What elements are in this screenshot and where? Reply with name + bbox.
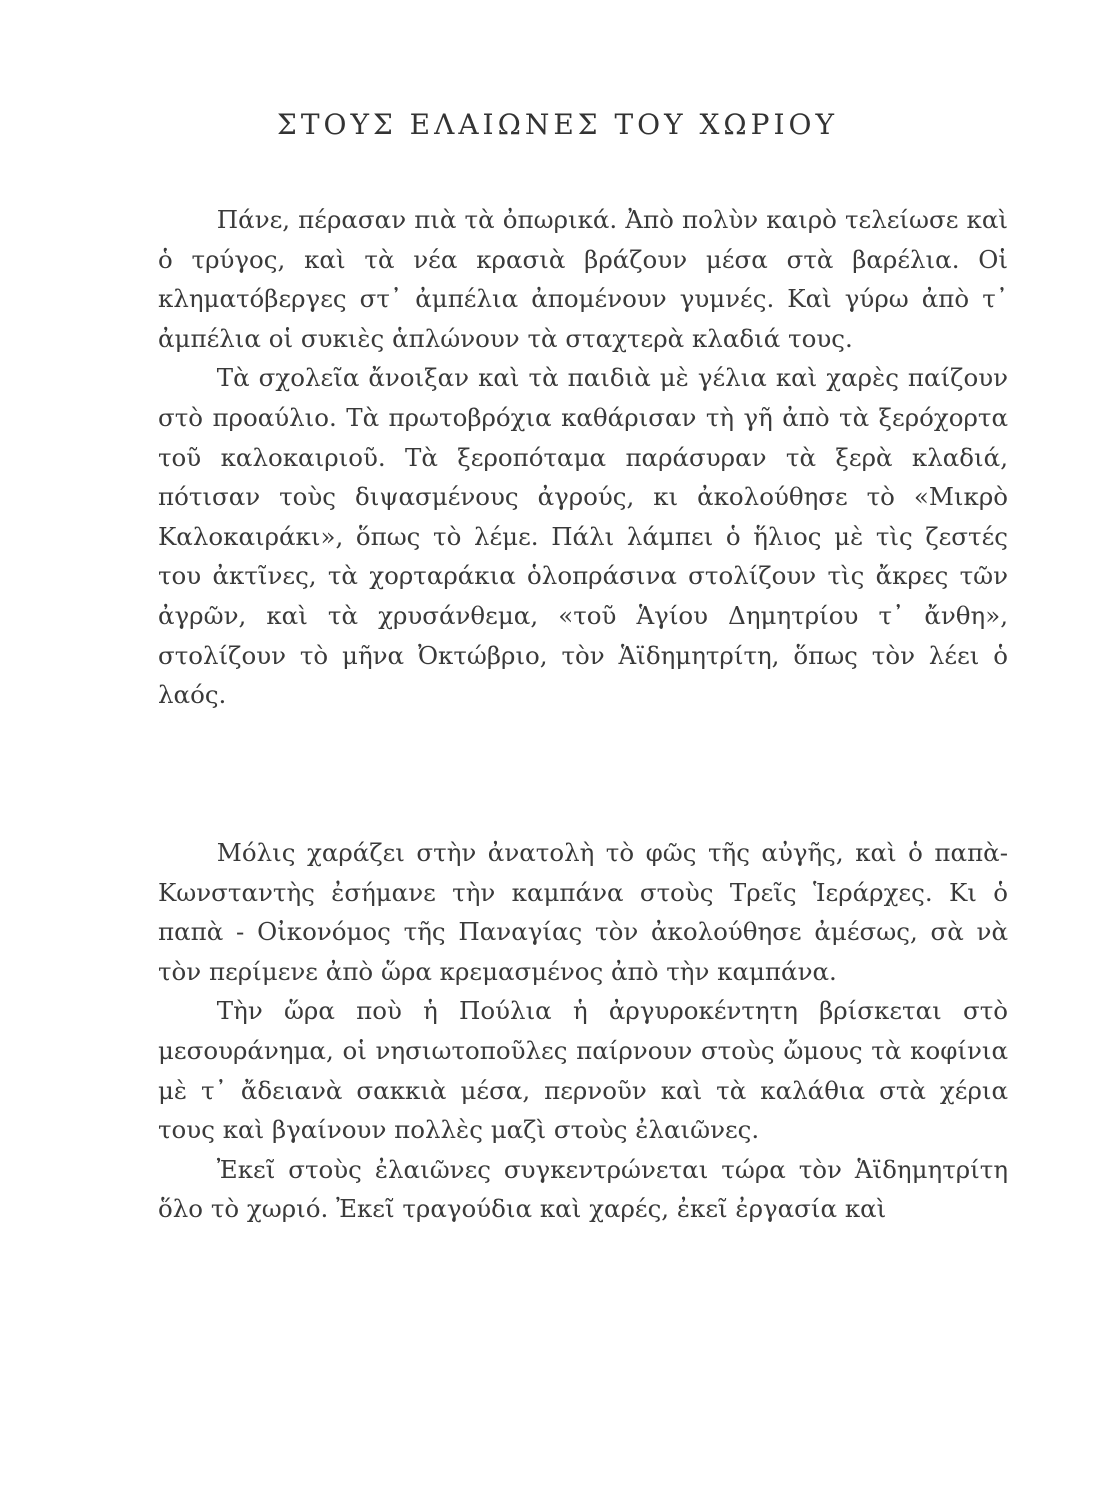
paragraph: Ἐκεῖ στοὺς ἐλαιῶνες συγκεντρώνεται τώρα τὸν Ἁϊδημητρίτη ὅλο τὸ χωριό. Ἐκεῖ τραγούδια καὶ χαρές, ἐκεῖ ἐργασία καὶ <box>158 1154 1008 1224</box>
chapter-title: ΣΤΟΥΣ ΕΛΑΙΩΝΕΣ ΤΟΥ ΧΩΡΙΟΥ <box>277 108 838 141</box>
text-section-2 <box>158 833 1008 1229</box>
paragraph: Τὴν ὥρα ποὺ ἡ Πούλια ἡ ἀργυροκέντητη βρίσκεται στὸ μεσουράνημα, οἱ νησιωτοποῦλες παίρνουν στοὺς ὤμους τὰ κοφίνια μὲ τ᾿ ἄδειανὰ σακκιὰ μέσα, περνοῦν καὶ τὰ καλάθια στὰ χέρια τους καὶ βγαίνουν πολλὲς μαζὶ στοὺς ἐλαιῶνες. <box>158 996 1008 1145</box>
text-section-1 <box>158 200 1008 715</box>
paragraph: Μόλις χαράζει στὴν ἀνατολὴ τὸ φῶς τῆς αὐγῆς, καὶ ὁ παπὰ-Κωνσταντὴς ἐσήμανε τὴν καμπάνα στοὺς Τρεῖς Ἱεράρχες. Κι ὁ παπὰ - Οἰκονόμος τῆς Παναγίας τὸν ἀκολούθησε ἀμέσως, σὰ νὰ τὸν περίμενε ἀπὸ ὥρα κρεμασμένος ἀπὸ τὴν καμπάνα. <box>158 838 1008 986</box>
paragraph: Πάνε, πέρασαν πιὰ τὰ ὀπωρικά. Ἀπὸ πολὺν καιρὸ τελείωσε καὶ ὁ τρύγος, καὶ τὰ νέα κρασιὰ βράζουν μέσα στὰ βαρέλια. Οἱ κληματόβεργες στ᾿ ἀμπέλια ἀπομένουν γυμνές. Καὶ γύρω ἀπὸ τ᾿ ἀμπέλια οἱ συκιὲς ἁπλώνουν τὰ σταχτερὰ κλαδιά τους. <box>158 205 1008 353</box>
paragraph: Τὰ σχολεῖα ἄνοιξαν καὶ τὰ παιδιὰ μὲ γέλια καὶ χαρὲς παίζουν στὸ προαύλιο. Τὰ πρωτοβρόχια καθάρισαν τὴ γῆ ἀπὸ τὰ ξερόχορτα τοῦ καλοκαιριοῦ. Τὰ ξεροπόταμα παράσυραν τὰ ξερὰ κλαδιά, πότισαν τοὺς διψασμένους ἀγρούς, κι ἀκολούθησε τὸ «Μικρὸ Καλοκαιράκι», ὅπως τὸ λέμε. Πάλι λάμπει ὁ ἥλιος μὲ τὶς ζεστές του ἀκτῖνες, τὰ χορταράκια ὁλοπράσινα στολίζουν τὶς ἄκρες τῶν ἀγρῶν, καὶ τὰ χρυσάνθεμα, «τοῦ Ἁγίου Δημητρίου τ᾿ ἄνθη», στολίζουν τὸ μῆνα Ὀκτώβριο, τὸν Ἁϊδημητρίτη, ὅπως τὸν λέει ὁ λαός. <box>158 363 1008 710</box>
